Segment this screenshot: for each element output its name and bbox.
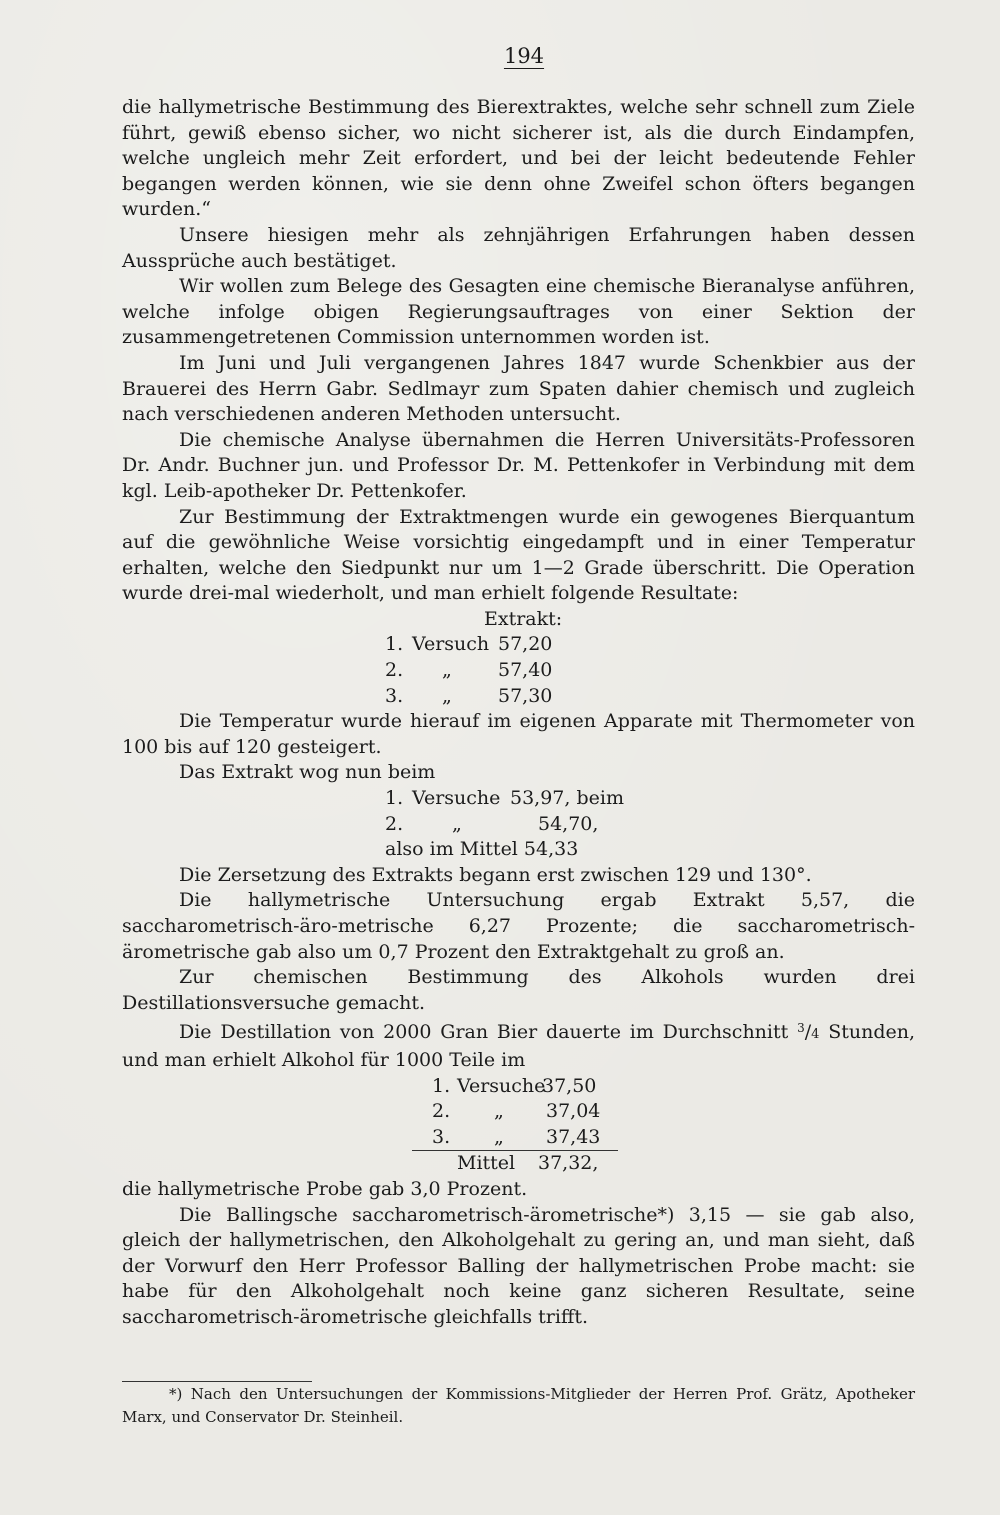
row-number: 1. [432,1074,451,1097]
alcohol-table [122,1074,915,1177]
text-segment: Die Destillation von 2000 Gran Bier dauerte im Durchschnitt [179,1021,789,1044]
paragraph: Zur chemischen Bestimmung des Alkohols wurden drei Destillationsversuche gemacht. [122,966,915,1014]
row-label: Versuche [457,1074,546,1097]
row-value: 57,40 [498,659,553,682]
paragraph: Im Juni und Juli vergangenen Jahres 1847 wurde Schenkbier aus der Brauerei des Herrn Gabr. Sedlmayr zum Spaten dahier chemisch und zugleich nach verschiedenen anderen Methoden untersucht. [122,351,915,426]
row-label: „ [494,1125,504,1148]
table-row [122,684,915,710]
row-value: 53,97, beim [510,787,624,810]
paragraph: die hallymetrische Probe gab 3,0 Prozent. [122,1177,528,1200]
row-label: Versuche [412,787,501,810]
row-number: 2. [432,1100,451,1123]
mean-row [122,1151,915,1177]
table-row [122,786,915,812]
mean-label: Mittel [457,1152,516,1175]
paragraph: Unsere hiesigen mehr als zehnjährigen Erfahrungen haben dessen Aussprüche auch bestätiget. [122,223,915,272]
paragraph: Die Temperatur wurde hierauf im eigenen Apparate mit Thermometer von 100 bis auf 120 gesteigert. [122,710,915,758]
mean-row: also im Mittel 54,33 [385,838,579,861]
row-value: 37,50 [542,1074,597,1097]
fraction-denominator: 4 [811,1027,820,1043]
footnote: *) Nach den Untersuchungen der Kommissions-Mitglieder der Herren Prof. Grätz, Apotheker Marx, und Conservator Dr. Steinheil. [122,1385,915,1426]
paragraph: die hallymetrische Bestimmung des Bierextraktes, welche sehr schnell zum Ziele führt, gewiß ebenso sicher, wo nicht sicherer ist, als die durch Eindampfen, welche ungleich mehr Zeit erfordert, und bei der leicht bedeutende Fehler begangen werden können, wie sie denn ohne Zweifel schon öfters begangen wurden.“ [122,96,915,221]
footnote-divider [122,1381,312,1382]
table-header: Extrakt: [484,607,563,630]
text-segment: Stunden, und man erhielt Alkohol für 1000 Teile im [122,1021,915,1071]
paragraph: Zur Bestimmung der Extraktmengen wurde ein gewogenes Bierquantum auf die gewöhnliche Weise vorsichtig eingedampft und in einer Temperatur erhalten, welche den Siedpunkt nur um 1—2 Grade überschritt. Die Operation wurde drei-mal wiederholt, und man erhielt folgende Resultate: [122,505,915,605]
row-value: 54,70, [538,812,599,835]
weight-table [122,786,915,863]
paragraph: Die Destillation von 2000 Gran Bier dauerte im Durchschnitt $^3$/4 Stunden, und man erhielt Alkohol für 1000 Teile im [122,1021,915,1071]
row-number: 2. [385,659,404,682]
row-label: „ [452,812,462,835]
row-value: 37,43 [546,1125,601,1148]
row-value: 37,04 [546,1100,601,1123]
extrakt-table [122,607,915,709]
table-row [122,632,915,658]
mean-value: 37,32, [538,1152,599,1175]
table-row [122,1099,915,1125]
paragraph: Die chemische Analyse übernahmen die Herren Universitäts-Professoren Dr. Andr. Buchner jun. und Professor Dr. M. Pettenkofer in Verbindung mit dem kgl. Leib-apotheker Dr. Pettenkofer. [122,428,915,502]
row-label: „ [442,659,452,682]
row-label: „ [494,1100,504,1123]
row-label: „ [442,684,452,707]
table-row [122,658,915,684]
paragraph: Die hallymetrische Untersuchung ergab Extrakt 5,57, die saccharometrisch-äro-metrische 6,27 Prozente; die saccharometrisch-ärometrische gab also um 0,7 Prozent den Extraktgehalt zu groß an. [122,889,915,963]
table-row [122,1125,915,1151]
row-number: 3. [385,684,404,707]
paragraph: Die Zersetzung des Extrakts begann erst zwischen 129 und 130°. [179,863,812,886]
page-number: 194 [503,44,545,68]
row-number: 2. [385,812,404,835]
row-number: 3. [432,1125,451,1148]
table-header-row [122,607,915,633]
table-row [122,837,915,863]
body-text [122,95,915,1331]
paragraph: Das Extrakt wog nun beim [179,761,436,784]
row-label: Versuch [412,633,490,656]
paragraph: Die Ballingsche saccharometrisch-ärometrische*) 3,15 — sie gab also, gleich der hallymetrischen, den Alkoholgehalt zu gering an, und man sieht, daß der Vorwurf den Herr Professor Balling der hallymetrischen Probe macht: sie habe für den Alkoholgehalt noch keine ganz sicheren Resultate, seine saccharometrisch-ärometrische gleichfalls trifft. [122,1203,915,1328]
table-row [122,812,915,838]
table-row [122,1074,915,1100]
row-number: 1. [385,787,404,810]
row-number: 1. [385,633,404,656]
fraction-numerator: 3 [797,1021,805,1036]
paragraph: Wir wollen zum Belege des Gesagten eine chemische Bieranalyse anführen, welche infolge obigen Regierungsauftrages von einer Sektion der zusammengetretenen Commission unternommen worden ist. [122,275,915,349]
row-value: 57,20 [498,633,553,656]
row-value: 57,30 [498,684,553,707]
